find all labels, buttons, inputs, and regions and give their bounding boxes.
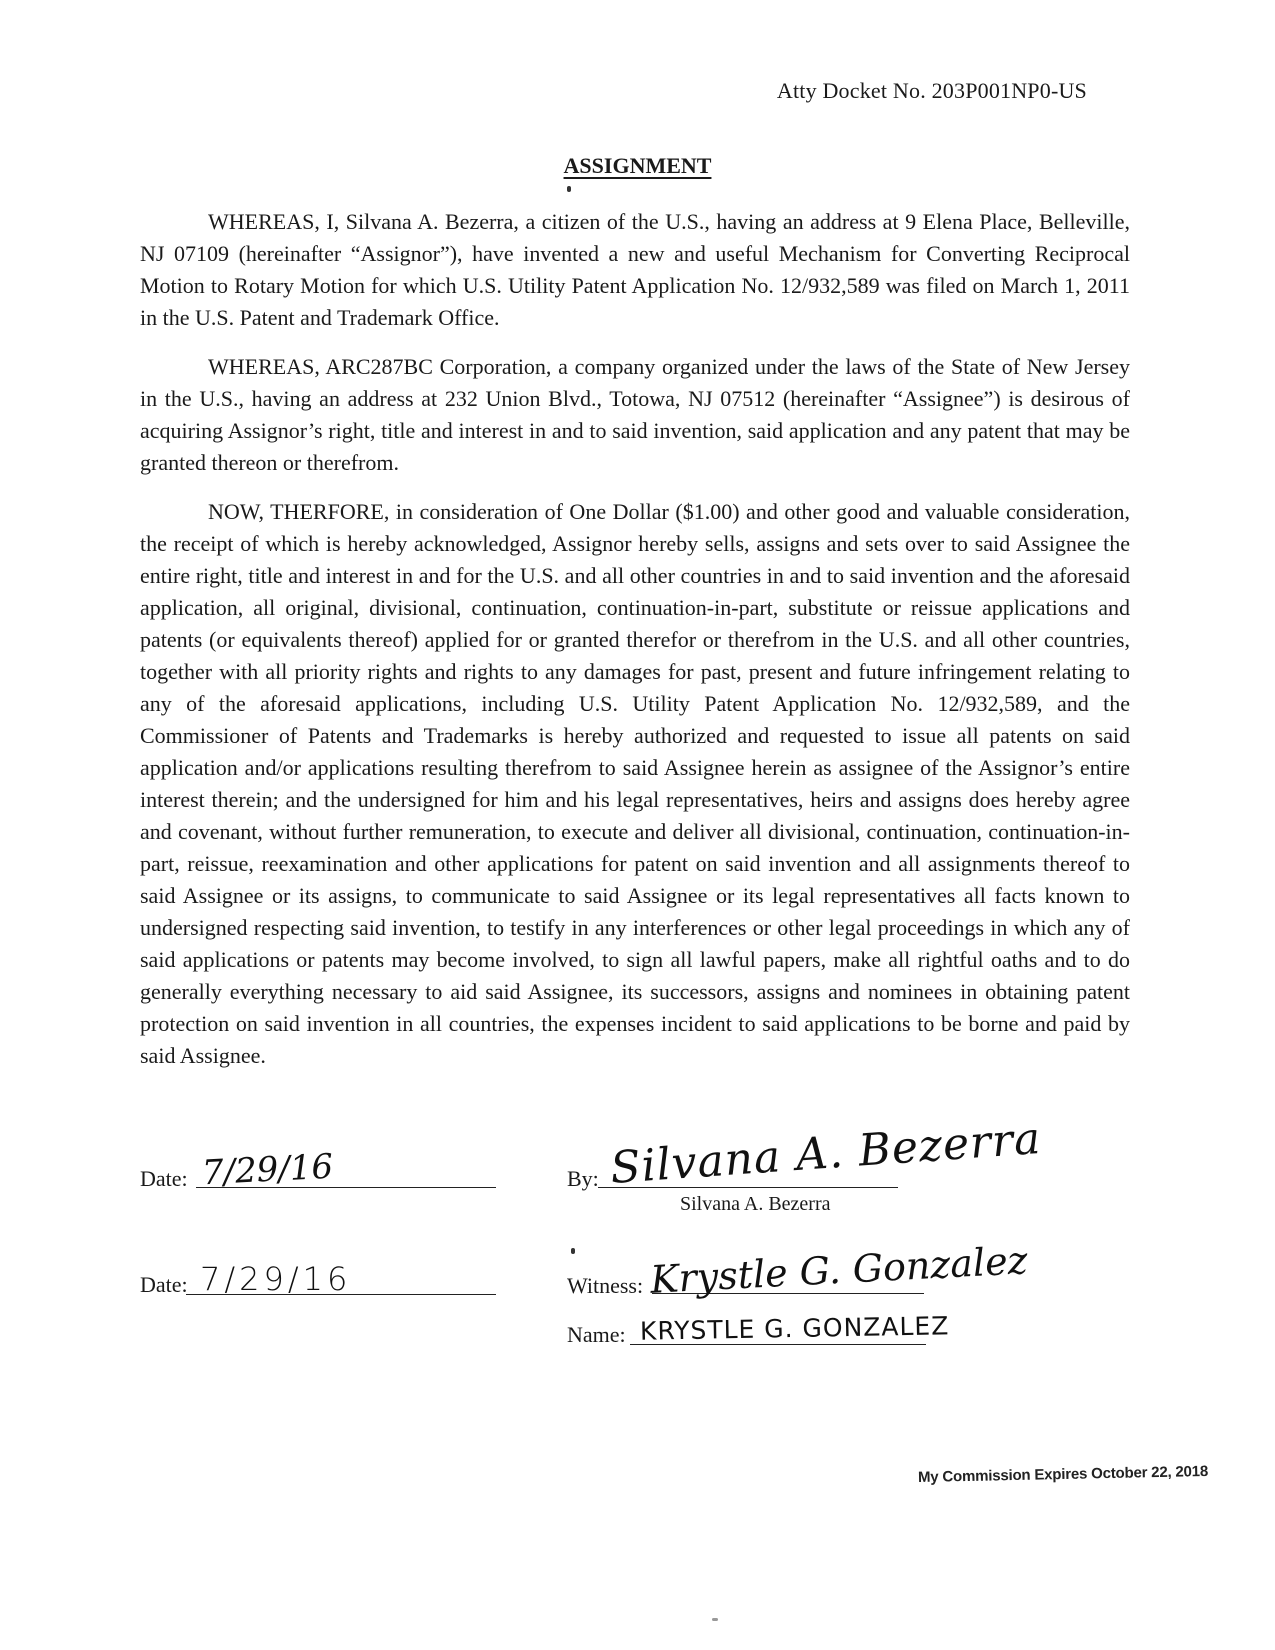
date-label-2: Date: [140, 1272, 188, 1297]
assignor-printed-name: Silvana A. Bezerra [680, 1193, 831, 1215]
paragraph-consideration: NOW, THERFORE, in consideration of One Dollar ($1.00) and other good and valuable consideration, the receipt of which is hereby acknowledged, Assignor hereby sells, assigns and sets over to said Assignee the entire right, title and interest in and for the U.S. and all other countries in and to said invention and the aforesaid application, all original, divisional, continuation, continuation-in-part, substitute or reissue applications and patents (or equivalents thereof) applied for or granted therefor or therefrom in the U.S. and all other countries, together with all priority rights and rights to any damages for past, present and future infringement relating to any of the aforesaid applications, including U.S. Utility Patent Application No. 12/932,589, and the Commissioner of Patents and Trademarks is hereby authorized and requested to issue all patents on said application and/or applications resulting therefrom to said Assignee herein as assignee of the Assignor’s entire interest therein; and the undersigned for him and his legal representatives, heirs and assigns does hereby agree and covenant, without further remuneration, to execute and deliver all divisional, continuation, continuation-in-part, reissue, reexamination and other applications for patent on said invention and all assignments thereof to said Assignee or its assigns, to communicate to said Assignee or its legal representatives all facts known to undersigned respecting said invention, to testify in any interferences or other legal proceedings in which any of said applications or patents may become involved, to sign all lawful papers, make all rightful oaths and to do generally everything necessary to aid said Assignee, its successors, assigns and nominees in obtaining patent protection on said invention in all countries, the expenses incident to said applications to be borne and paid by said Assignee. [140, 499, 1130, 1068]
paragraph-assignor: WHEREAS, I, Silvana A. Bezerra, a citizen of the U.S., having an address at 9 Elena Place, Belleville, NJ 07109 (hereinafter “Assignor”), have invented a new and useful Mechanism for Converting Reciprocal Motion to Rotary Motion for which U.S. Utility Patent Application No. 12/932,589 was filed on March 1, 2011 in the U.S. Patent and Trademark Office. [140, 209, 1130, 330]
scan-mark [567, 186, 571, 192]
assignment-body [140, 206, 1130, 1089]
witness-signature: Krystle G. Gonzalez [649, 1238, 1029, 1302]
witness-handwritten-name: KRYSTLE G. GONZALEZ [639, 1311, 950, 1346]
scan-speck [712, 1618, 718, 1621]
handwritten-date-1: 7/29/16 [201, 1146, 335, 1194]
date-label-1: Date: [140, 1166, 188, 1191]
docket-number: Atty Docket No. 203P001NP0-US [776, 78, 1087, 103]
paragraph-assignee: WHEREAS, ARC287BC Corporation, a company organized under the laws of the State of New Jersey in the U.S., having an address at 232 Union Blvd., Totowa, NJ 07512 (hereinafter “Assignee”) is desirous of acquiring Assignor’s right, title and interest in and to said invention, said application and any patent that may be granted thereon or therefrom. [140, 354, 1130, 475]
witness-label: Witness: [567, 1273, 644, 1298]
scan-mark-2 [571, 1248, 575, 1254]
by-label: By: [567, 1166, 599, 1191]
name-label: Name: [567, 1322, 626, 1347]
notary-commission-stamp: My Commission Expires October 22, 2018 [917, 1462, 1209, 1487]
assignor-signature: Silvana A. Bezerra [608, 1113, 1043, 1194]
handwritten-date-2: 7/29/16 [200, 1260, 352, 1298]
document-title: ASSIGNMENT [563, 153, 712, 178]
